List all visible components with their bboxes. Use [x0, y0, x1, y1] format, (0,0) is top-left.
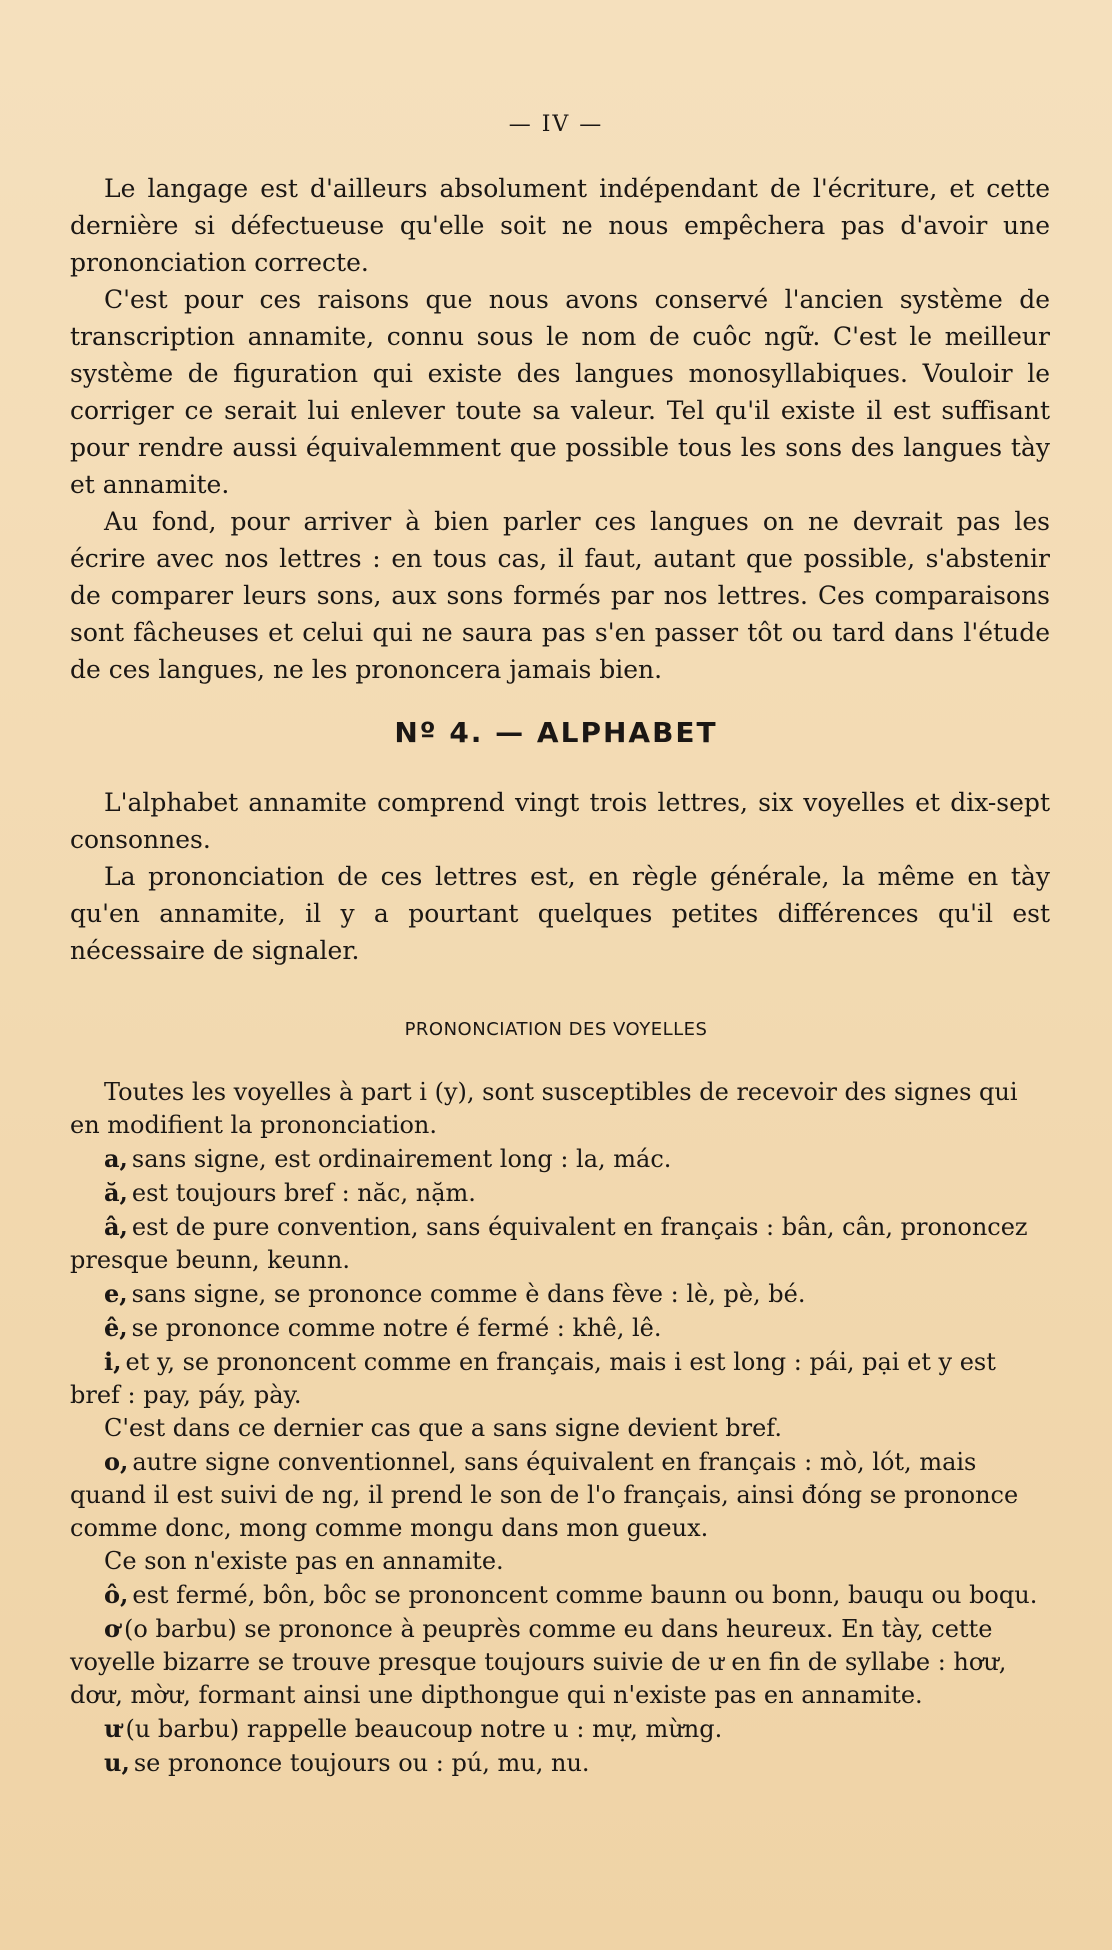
vowel-letter: o,: [104, 1447, 129, 1476]
paragraph-intro-1: Le langage est d'ailleurs absolument indépendant de l'écriture, et cette dernière si défectueuse qu'elle soit ne nous empêchera pas d'avoir une prononciation correcte.: [70, 174, 1050, 277]
vowel-entry: [70, 1345, 1050, 1412]
vowel-entry: [70, 1210, 1050, 1277]
vowel-letter: ă,: [104, 1178, 128, 1207]
vowel-note: C'est dans ce dernier cas que a sans signe devient bref.: [104, 1414, 782, 1442]
section-alphabet: [70, 784, 1050, 969]
vowel-entry: [70, 1712, 1050, 1746]
vowel-letter: a,: [104, 1144, 128, 1173]
vowel-entry: [70, 1311, 1050, 1345]
vowel-letter: ô,: [104, 1580, 129, 1609]
vowel-text: (u barbu) rappelle beaucoup notre u : mự, mừng.: [125, 1715, 723, 1743]
vowel-text: se prononce comme notre é fermé : khê, lê.: [131, 1314, 662, 1342]
vowel-entry: [70, 1277, 1050, 1311]
vowel-text: sans signe, est ordinairement long : la, mác.: [131, 1145, 672, 1173]
vowel-letter: ê,: [104, 1313, 128, 1342]
vowel-letter: u,: [104, 1748, 130, 1777]
paragraph-alphabet-2: La prononciation de ces lettres est, en règle générale, la même en tày qu'en annamite, il y a pourtant quelques petites différences qu'il est nécessaire de signaler.: [70, 862, 1050, 965]
vowel-letter: i,: [104, 1347, 122, 1376]
vowel-text: et y, se prononcent comme en français, mais i est long : pái, pại et y est bref : pay, páy, pày.: [70, 1348, 996, 1409]
vowel-text: est toujours bref : năc, nặm.: [131, 1179, 476, 1207]
vowel-note: Ce son n'existe pas en annamite.: [104, 1547, 504, 1575]
section-heading: Nº 4. — ALPHABET: [394, 716, 718, 749]
vowel-entry: [70, 1746, 1050, 1780]
vowel-text: sans signe, se prononce comme è dans fève : lè, pè, bé.: [131, 1280, 806, 1308]
vowel-letter: â,: [104, 1212, 128, 1241]
vowels-intro: Toutes les voyelles à part i (y), sont susceptibles de recevoir des signes qui en modifient la prononciation.: [70, 1078, 1018, 1139]
vowel-entry: [70, 1578, 1050, 1612]
paragraph-intro-3: Au fond, pour arriver à bien parler ces langues on ne devrait pas les écrire avec nos lettres : en tous cas, il faut, autant que possible, s'abstenir de comparer leurs sons, aux sons formés par nos lettres. Ces comparaisons sont fâcheuses et celui qui ne saura pas s'en passer tôt ou tard dans l'étude de ces langues, ne les prononcera jamais bien.: [70, 507, 1050, 684]
subheading: PRONONCIATION DES VOYELLES: [404, 1019, 708, 1040]
paragraph-alphabet-1: L'alphabet annamite comprend vingt trois lettres, six voyelles et dix-sept consonnes.: [70, 788, 1050, 854]
vowel-letter: ơ: [104, 1614, 121, 1643]
vowel-entry: [70, 1142, 1050, 1176]
paragraph-intro-2: C'est pour ces raisons que nous avons conservé l'ancien système de transcription annamite, connu sous le nom de cuôc ngữ. C'est le meilleur système de figuration qui existe des langues monosyllabiques. Vouloir le corriger ce serait lui enlever toute sa valeur. Tel qu'il existe il est suffisant pour rendre aussi équivalemment que possible tous les sons des langues tày et annamite.: [70, 285, 1050, 499]
vowel-letter: e,: [104, 1279, 128, 1308]
page-number: — IV —: [508, 112, 604, 137]
vowel-letter: ư: [104, 1714, 122, 1743]
vowel-entry: [70, 1445, 1050, 1545]
section-intro: [70, 170, 1050, 688]
vowel-entry: [70, 1612, 1050, 1712]
vowel-text: (o barbu) se prononce à peuprès comme eu dans heureux. En tày, cette voyelle bizarre se trouve presque toujours suivie de ư en fin de syllabe : hơư, dơư, mờư, formant ainsi une dipthongue qui n'existe pas en annamite.: [70, 1615, 1007, 1709]
vowels-list: [70, 1076, 1050, 1780]
vowel-text: se prononce toujours ou : pú, mu, nu.: [133, 1749, 590, 1777]
vowel-text: est fermé, bôn, bôc se prononcent comme baunn ou bonn, bauqu ou boqu.: [132, 1581, 1038, 1609]
vowel-text: autre signe conventionnel, sans équivalent en français : mò, lót, mais quand il est suivi de ng, il prend le son de l'o français, ainsi đóng se prononce comme donc, mong comme mongu dans mon gueux.: [70, 1448, 1019, 1542]
vowel-text: est de pure convention, sans équivalent en français : bân, cân, prononcez presque beunn, keunn.: [70, 1213, 1028, 1274]
vowel-entry: [70, 1176, 1050, 1210]
